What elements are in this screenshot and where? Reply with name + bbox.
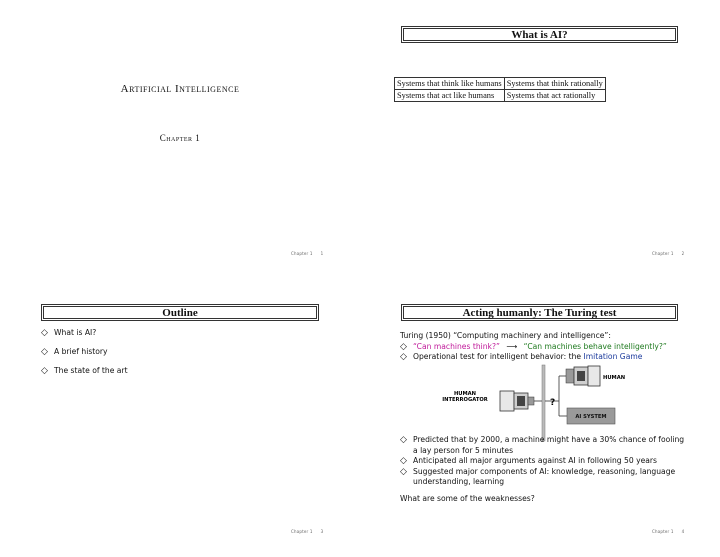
point-text: Suggested major components of AI: knowledge, reasoning, language understanding, learning: [413, 466, 676, 487]
human-label: HUMAN: [603, 375, 626, 381]
slide-title: Acting humanly: The Turing test: [403, 306, 676, 319]
slide-footer: [652, 529, 684, 534]
slide-2: [360, 0, 720, 278]
table-cell: Systems that think rationally: [504, 78, 605, 90]
human-terminal-icon: [559, 366, 600, 386]
closing-question: What are some of the weaknesses?: [400, 493, 535, 503]
table-cell: Systems that act like humans: [395, 90, 505, 102]
footer-page: 1: [320, 251, 324, 256]
list-item: [400, 435, 690, 456]
diamond-bullet-icon: ◇: [400, 341, 407, 352]
turing-test-diagram: [435, 364, 685, 442]
footer-page: 4: [681, 529, 685, 534]
diamond-bullet-icon: ◇: [41, 347, 48, 357]
list-item-label: A brief history: [54, 347, 108, 356]
slide-3: [0, 278, 360, 557]
list-item: [41, 328, 128, 338]
diamond-bullet-icon: ◇: [41, 328, 48, 338]
slide-title-box: [41, 304, 319, 321]
interrogator-label: HUMAN INTERROGATOR: [442, 391, 488, 403]
footer-chapter: Chapter 1: [291, 529, 313, 534]
question-mark: ?: [550, 398, 556, 408]
table-row: [395, 78, 606, 90]
list-item: [400, 467, 690, 488]
list-item: [400, 352, 700, 363]
list-item: [400, 342, 700, 353]
list-item-label: What is AI?: [54, 328, 97, 337]
diamond-bullet-icon: ◇: [41, 366, 48, 376]
table-row: [395, 90, 606, 102]
ai-system-label: AI SYSTEM: [575, 414, 607, 420]
question-think: “Can machines think?”: [413, 341, 500, 351]
slide-subtitle: Chapter 1: [159, 133, 201, 143]
question-line: [413, 342, 667, 353]
turing-text-bottom: [400, 435, 690, 505]
list-item: [400, 456, 690, 467]
footer-page: 2: [681, 251, 685, 256]
slide-title-box: [401, 304, 678, 321]
operational-line: [413, 352, 642, 363]
arrow-icon: ⟶: [506, 341, 518, 351]
question-behave: “Can machines behave intelligently?”: [523, 341, 667, 351]
operational-text: Operational test for intelligent behavior: the: [413, 352, 584, 362]
slide-4: [360, 278, 720, 557]
slide-title-box: [401, 26, 678, 43]
list-item: [41, 366, 128, 376]
diamond-bullet-icon: ◇: [400, 466, 407, 477]
slide-title: Artificial Intelligence: [120, 83, 240, 95]
list-item-label: The state of the art: [54, 366, 128, 375]
slide-1: [0, 0, 360, 278]
imitation-game-link[interactable]: Imitation Game: [583, 352, 643, 362]
footer-chapter: Chapter 1: [291, 251, 313, 256]
turing-text-top: [400, 331, 700, 363]
slide-title: What is AI?: [403, 28, 676, 41]
footer-page: 3: [320, 529, 324, 534]
table-cell: Systems that think like humans: [395, 78, 505, 90]
diamond-bullet-icon: ◇: [400, 435, 407, 445]
slide-footer: [652, 251, 684, 256]
diamond-bullet-icon: ◇: [400, 352, 407, 363]
ai-definitions-table: [394, 77, 606, 102]
point-text: Anticipated all major arguments against AI in following 50 years: [413, 456, 657, 466]
slide-footer: [291, 251, 323, 256]
slide-footer: [291, 529, 323, 534]
table-cell: Systems that act rationally: [504, 90, 605, 102]
intro-line: Turing (1950) “Computing machinery and intelligence”:: [400, 331, 611, 340]
interrogator-terminal-icon: [500, 391, 542, 411]
footer-chapter: Chapter 1: [652, 529, 674, 534]
outline-list: [41, 328, 128, 385]
footer-chapter: Chapter 1: [652, 251, 674, 256]
slide-title: Outline: [43, 306, 317, 319]
divider-wall: [542, 365, 545, 441]
point-text: Predicted that by 2000, a machine might have a 30% chance of fooling a lay person for 5 minutes: [413, 435, 685, 455]
ai-system-box: [559, 408, 615, 424]
list-item: [41, 347, 128, 357]
diamond-bullet-icon: ◇: [400, 456, 407, 467]
